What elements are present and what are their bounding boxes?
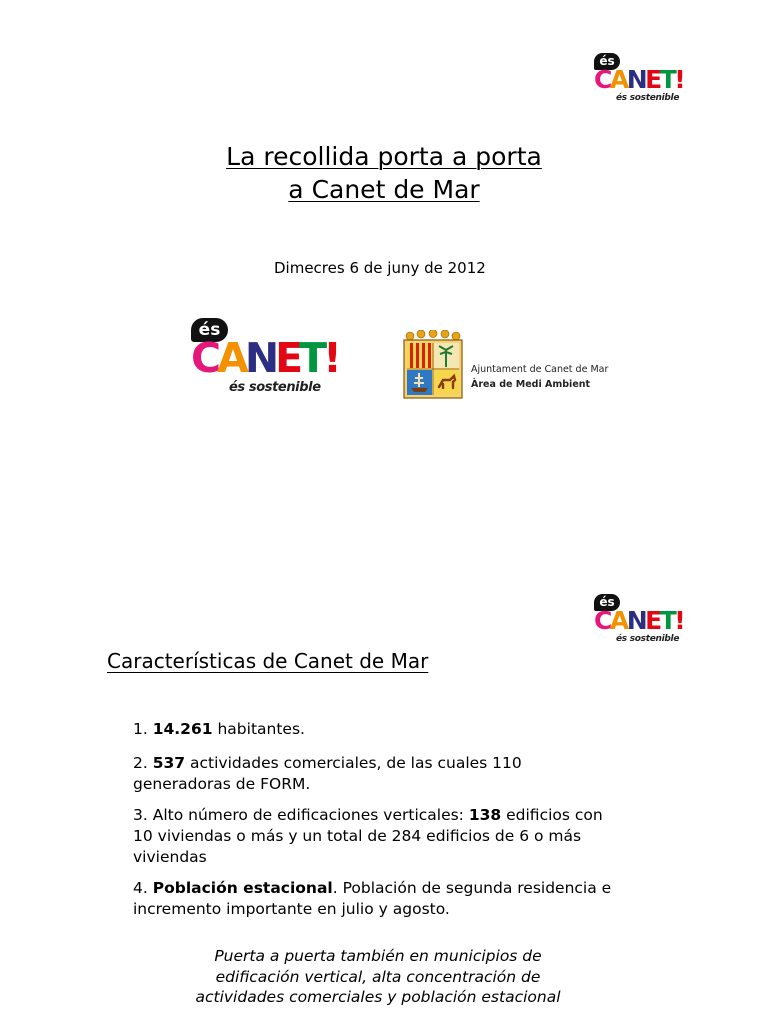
logo-es-bubble: és — [594, 53, 620, 70]
logo-es-bubble: és — [594, 594, 620, 611]
logo-canet-wordmark: CANET! — [594, 65, 684, 94]
ajuntament-name: Ajuntament de Canet de Mar — [471, 364, 609, 375]
logo-tagline: és sostenible — [616, 93, 680, 103]
logo-es-bubble: és — [191, 318, 228, 342]
slide-date: Dimecres 6 de juny de 2012 — [274, 259, 486, 277]
list-item: 1. 14.261 habitantes. — [133, 720, 305, 738]
logo-tagline: és sostenible — [616, 634, 680, 644]
canet-logo-large — [191, 318, 338, 398]
list-item: 2. 537 actividades comerciales, de las cuales 110 generadoras de FORM. — [133, 754, 522, 793]
section-title: Características de Canet de Mar — [107, 649, 429, 673]
logo-canet-wordmark: CANET! — [191, 334, 338, 382]
closing-quote: Puerta a puerta también en municipios de edificación vertical, alta concentración de actividades comerciales y población estacional — [195, 947, 561, 1006]
canet-logo-top — [594, 53, 684, 103]
title-line-2: a Canet de Mar — [288, 175, 480, 204]
ajuntament-area: Àrea de Medi Ambient — [471, 379, 591, 390]
slide-title — [0, 140, 768, 206]
logo-canet-wordmark: CANET! — [594, 606, 684, 635]
list-item: 4. Población estacional. Población de segunda residencia e incremento importante en julio y agosto. — [133, 879, 612, 918]
logo-tagline: és sostenible — [229, 380, 321, 395]
ajuntament-label — [471, 362, 608, 392]
coat-of-arms-icon — [402, 330, 464, 400]
canet-logo-slide2 — [594, 594, 684, 644]
list-item: 3. Alto número de edificaciones verticales: 138 edificios con 10 viviendas o más y un total de 284 edificios de 6 o más viviendas — [133, 806, 603, 866]
title-line-1: La recollida porta a porta — [226, 142, 542, 171]
